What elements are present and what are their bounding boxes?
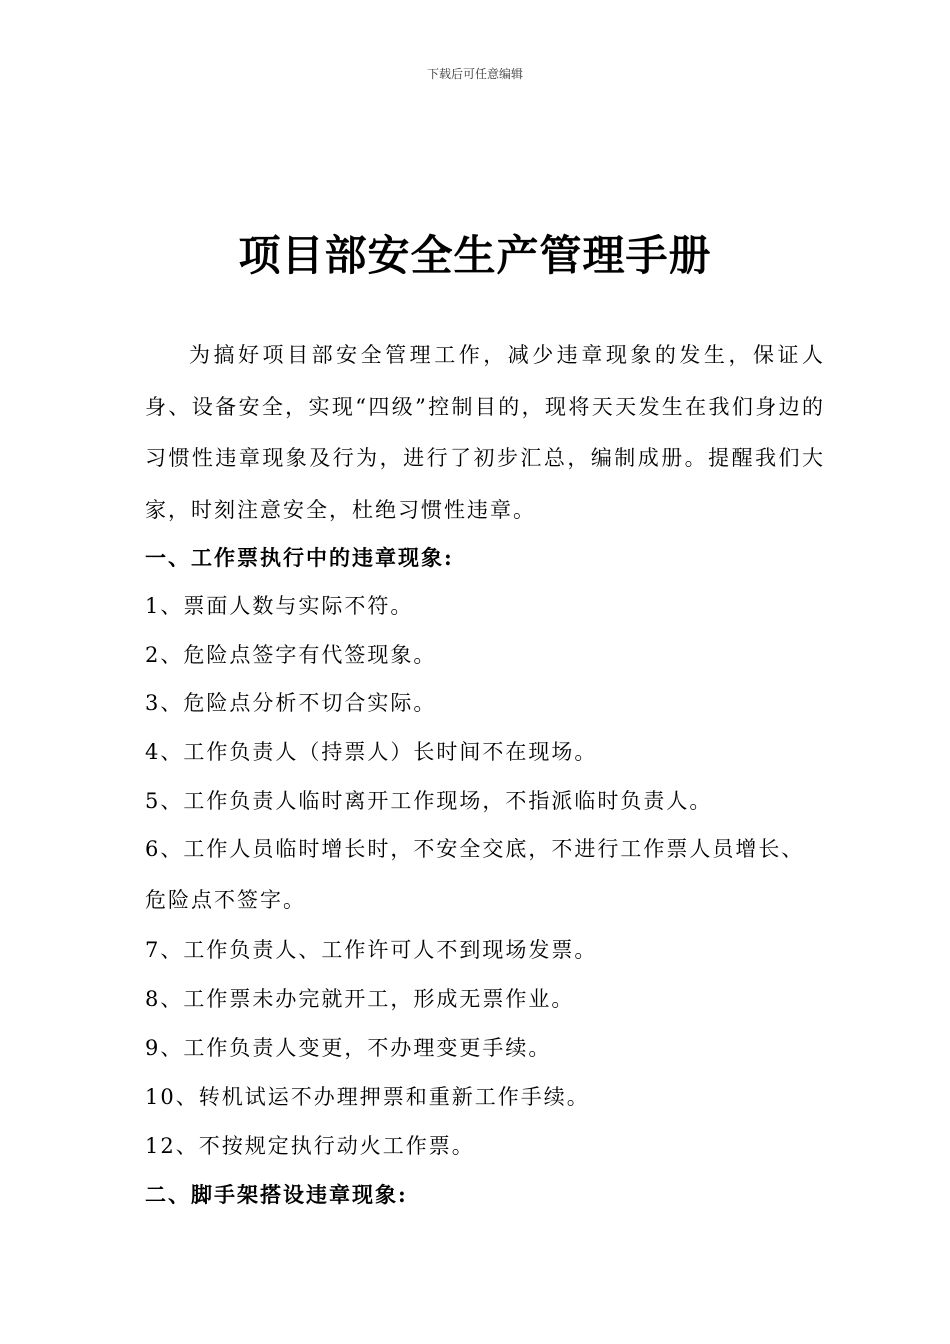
list-item: 2、危险点签字有代签现象。 [145, 643, 437, 667]
list-item: 8、工作票未办完就开工，形成无票作业。 [145, 987, 575, 1011]
section-heading-scaffolding: 二、脚手架搭设违章现象: [145, 1182, 408, 1207]
list-item: 6、工作人员临时增长时，不安全交底，不进行工作票人员增长、危险点不签字。 [145, 837, 805, 912]
list-item: 5、工作负责人临时离开工作现场，不指派临时负责人。 [145, 789, 713, 813]
list-item: 4、工作负责人（持票人）长时间不在现场。 [145, 740, 598, 764]
document-title: 项目部安全生产管理手册 [238, 231, 712, 280]
intro-paragraph: 为搞好项目部安全管理工作，减少违章现象的发生，保证人身、设备安全，实现“四级”控制目的，现将天天发生在我们身边的习惯性违章现象及行为，进行了初步汇总，编制成册。提醒我们大家，时刻注意安全，杜绝习惯性违章。 [145, 343, 825, 522]
list-item: 12、不按规定执行动火工作票。 [145, 1134, 475, 1158]
list-item: 3、危险点分析不切合实际。 [145, 691, 437, 715]
list-item: 7、工作负责人、工作许可人不到现场发票。 [145, 938, 598, 962]
list-item: 9、工作负责人变更，不办理变更手续。 [145, 1036, 552, 1060]
header-note: 下载后可任意编辑 [426, 67, 523, 81]
list-item: 1、票面人数与实际不符。 [145, 594, 414, 618]
list-item: 10、转机试运不办理押票和重新工作手续。 [145, 1085, 590, 1109]
section-heading-work-permit: 一、工作票执行中的违章现象: [145, 545, 454, 570]
